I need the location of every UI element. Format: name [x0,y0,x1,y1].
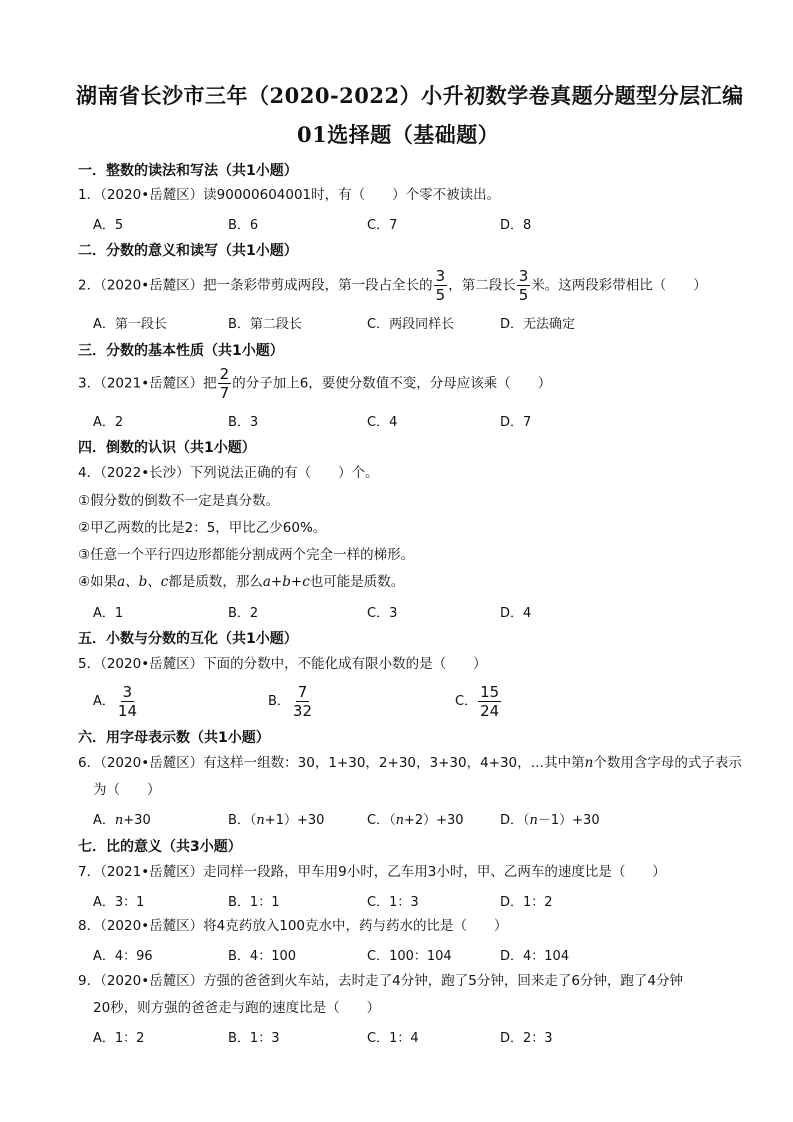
question-8-option-c: C．100：104 [367,949,452,964]
question-4-statement-4: ④如果a、b、c都是质数，那么a+b+c也可能是质数。 [78,574,405,590]
question-4-option-b: B．2 [228,606,259,621]
question-9-text-line-2: 20秒，则方强的爸爸走与跑的速度比是（ ） [93,1000,381,1016]
question-9-option-d: D．2：3 [500,1031,553,1046]
question-9-text-line-1: 9．（2020•岳麓区）方强的爸爸到火车站，去时走了4分钟，跑了5分钟，回来走了6分钟，跑了4分钟 [78,973,684,989]
question-8-option-d: D．4：104 [500,949,570,964]
question-6-option-b: B．（n+1）+30 [228,813,325,828]
question-2-post: 米。这两段彩带相比（ ） [531,277,707,294]
question-2-option-d: D．无法确定 [500,317,576,332]
question-4-statement-2: ②甲乙两数的比是2：5，甲比乙少60%。 [78,520,327,536]
question-2-option-a: A．第一段长 [93,317,167,332]
question-7-option-a: A．3：1 [93,895,145,910]
question-2-option-b: B．第二段长 [228,317,302,332]
section-heading-3: 三．分数的基本性质（共1小题） [78,343,284,359]
question-6-text-line-2: 为（ ） [93,782,161,798]
question-8-option-b: B．4：100 [228,949,297,964]
question-3-text [78,366,551,401]
question-1-option-b: B．6 [228,218,259,233]
question-7-option-d: D．1：2 [500,895,553,910]
question-5-option-c: C． $\frac{15}{24}$ [455,683,500,720]
question-4-statement-3: ③任意一个平行四边形都能分割成两个完全一样的梯形。 [78,547,415,563]
question-8-option-a: A．4：96 [93,949,153,964]
question-2-fraction-1: $\frac{3}{5}$ [435,267,446,304]
question-1-option-a: A．5 [93,218,124,233]
section-heading-6: 六．用字母表示数（共1小题） [78,730,270,746]
question-3-option-a: A．2 [93,415,124,430]
question-3-post: 的分子加上6，要使分数值不变，分母应该乘（ ） [232,375,552,392]
section-heading-7: 七．比的意义（共3小题） [78,839,242,855]
question-5-option-b-fraction: $\frac{7}{32}$ [292,683,313,720]
question-3-option-c: C．4 [367,415,398,430]
question-3-option-b: B．3 [228,415,259,430]
question-4-statement-1: ①假分数的倒数不一定是真分数。 [78,493,280,509]
question-7-option-b: B．1：1 [228,895,280,910]
question-5-text: 5．（2020•岳麓区）下面的分数中，不能化成有限小数的是（ ） [78,656,487,672]
question-6-option-d: D．（n－1）+30 [500,813,600,828]
question-9-option-a: A．1：2 [93,1031,145,1046]
section-heading-1: 一．整数的读法和写法（共1小题） [78,163,298,179]
question-1-text: 1．（2020•岳麓区）读90000604001时，有（ ）个零不被读出。 [78,187,501,203]
question-2-mid: ，第二段长 [448,277,516,294]
question-6-option-a: A．n+30 [93,813,151,828]
question-8-text: 8．（2020•岳麓区）将4克药放入100克水中，药与药水的比是（ ） [78,918,508,934]
question-4-option-c: C．3 [367,606,398,621]
question-7-option-c: C．1：3 [367,895,419,910]
question-9-option-b: B．1：3 [228,1031,280,1046]
question-6-variable: n [584,755,594,771]
question-6-text: 6．（2020•岳麓区）有这样一组数：30，1+30，2+30，3+30，4+30，…其中第n个数用含字母的式子表示 [78,755,742,771]
section-heading-2: 二．分数的意义和读写（共1小题） [78,243,298,259]
question-3-fraction: $\frac{2}{7}$ [219,365,230,402]
question-5-option-c-fraction: $\frac{15}{24}$ [480,683,500,720]
question-9-option-c: C．1：4 [367,1031,419,1046]
question-5-option-a-fraction: $\frac{3}{14}$ [117,683,137,720]
question-4-expression: a+b+c [262,574,310,590]
question-7-text: 7．（2021•岳麓区）走同样一段路，甲车用9小时，乙车用3小时，甲、乙两车的速度比是（ ） [78,864,666,880]
question-3-option-d: D．7 [500,415,532,430]
question-2-option-c: C．两段同样长 [367,317,455,332]
question-3-pre: 3．（2021•岳麓区）把 [78,375,217,392]
question-4-variables: a、b、c [117,574,169,590]
section-heading-4: 四．倒数的认识（共1小题） [78,440,256,456]
document-title-line-2: 01选择题（基础题） [297,122,500,147]
question-2-fraction-2: $\frac{3}{5}$ [518,267,529,304]
question-6-option-c: C．（n+2）+30 [367,813,464,828]
question-1-option-d: D．8 [500,218,532,233]
question-5-option-b: B． $\frac{7}{32}$ [268,683,313,720]
document-title-line-1: 湖南省长沙市三年（2020-2022）小升初数学卷真题分题型分层汇编 [76,83,744,108]
question-5-option-a: A． $\frac{3}{14}$ [93,683,137,720]
question-4-text: 4．（2022•长沙）下列说法正确的有（ ）个。 [78,465,379,481]
question-2-pre: 2．（2020•岳麓区）把一条彩带剪成两段，第一段占全长的 [78,277,433,294]
question-4-option-d: D．4 [500,606,532,621]
question-1-option-c: C．7 [367,218,398,233]
question-2-text [78,268,707,303]
question-4-option-a: A．1 [93,606,124,621]
section-heading-5: 五．小数与分数的互化（共1小题） [78,631,298,647]
